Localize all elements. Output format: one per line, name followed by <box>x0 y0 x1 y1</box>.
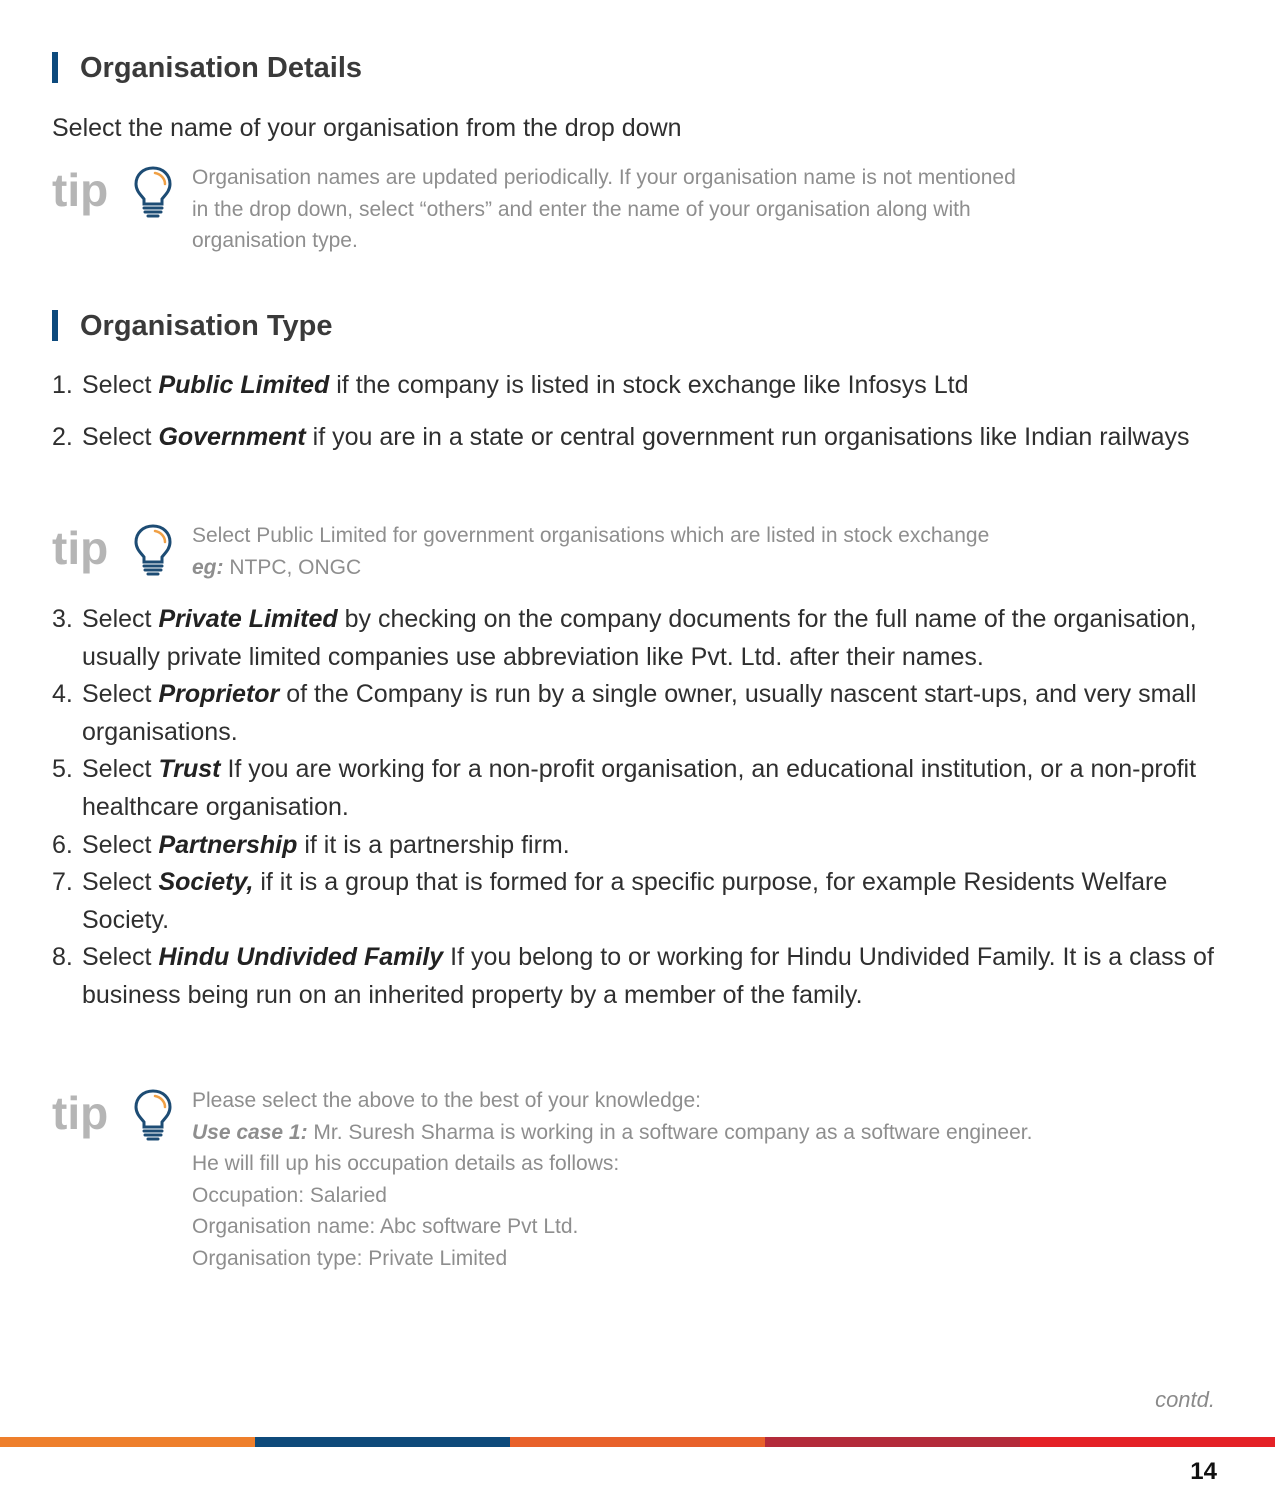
list-item-prefix: Select <box>82 830 159 859</box>
use-case-label: Use case 1: <box>192 1120 308 1144</box>
list-item-description: by checking on the company documents for the full name of the organisation, usually private limited companies use abbreviation like Pvt. Ltd. after their names. <box>82 605 1197 671</box>
list-item-term: Partnership <box>158 830 298 859</box>
list-item-description: if it is a group that is formed for a specific purpose, for example Residents Welfare Society. <box>82 868 1168 934</box>
tip-line: Organisation type: Private Limited <box>192 1246 508 1270</box>
list-item <box>52 939 1217 1014</box>
list-item-number: 3. <box>52 605 73 633</box>
list-item-description: If you belong to or working for Hindu Undivided Family. It is a class of business being run on an inherited property by a member of the family. <box>82 943 1214 1009</box>
heading-text: Organisation Details <box>80 52 363 84</box>
heading-text: Organisation Type <box>80 310 333 342</box>
list-item-term: Hindu Undivided Family <box>158 943 444 972</box>
section-heading-organisation-details <box>52 51 362 85</box>
tip-text <box>192 1085 1192 1274</box>
list-item-number: 2. <box>52 422 73 451</box>
list-item-prefix: Select <box>82 943 159 972</box>
list-item-term: Public Limited <box>158 371 330 399</box>
stripe-segment <box>1020 1437 1275 1447</box>
tip-line: He will fill up his occupation details as follows: <box>192 1152 620 1175</box>
list-item-prefix: Select <box>82 755 159 784</box>
list-item <box>52 367 1217 405</box>
list-item-description: if the company is listed in stock exchange like Infosys Ltd <box>329 371 969 399</box>
intro-text: Select the name of your organisation from the drop down <box>52 114 682 142</box>
list-item-term: Proprietor <box>158 680 280 709</box>
list-item-term: Society, <box>158 868 254 897</box>
tip-line <box>192 1117 1192 1149</box>
tip-line: Organisation names are updated periodically. If your organisation name is not mentioned <box>192 166 1016 189</box>
list-item-number: 8. <box>52 943 73 972</box>
list-item-term: Government <box>158 422 306 451</box>
stripe-segment <box>0 1437 255 1447</box>
section-heading-organisation-type <box>52 309 332 343</box>
tip-line: Select Public Limited for government organisations which are listed in stock exchange <box>192 524 990 547</box>
tip-line: Organisation name: Abc software Pvt Ltd. <box>192 1215 579 1238</box>
list-item-prefix: Select <box>82 868 159 897</box>
list-item <box>52 751 1217 826</box>
organisation-type-list-a <box>52 367 1217 455</box>
organisation-type-list-b <box>52 601 1217 1015</box>
footer-color-stripe <box>0 1437 1275 1447</box>
list-item-number: 5. <box>52 755 73 784</box>
tip-example-text: NTPC, ONGC <box>223 555 362 579</box>
list-item-term: Trust <box>158 755 221 784</box>
list-item-description: if you are in a state or central government run organisations like Indian railways <box>305 422 1190 451</box>
page-number: 14 <box>1190 1458 1217 1485</box>
tip-text <box>192 162 1192 257</box>
list-item <box>52 827 1217 865</box>
list-item-number: 7. <box>52 868 73 897</box>
tip-label: tip <box>52 164 109 216</box>
tip-line: organisation type. <box>192 229 358 252</box>
list-item-prefix: Select <box>82 422 159 451</box>
lightbulb-icon <box>132 165 174 219</box>
list-item-number: 1. <box>52 371 73 399</box>
list-item-number: 4. <box>52 680 73 709</box>
list-item-prefix: Select <box>82 680 159 709</box>
list-item <box>52 601 1217 676</box>
tip-line: Occupation: Salaried <box>192 1183 387 1207</box>
list-item-description: of the Company is run by a single owner, usually nascent start-ups, and very small organisations. <box>82 680 1197 746</box>
stripe-segment <box>765 1437 1020 1447</box>
tip-example-label: eg: <box>192 555 224 579</box>
stripe-segment <box>510 1437 765 1447</box>
list-item <box>52 864 1217 939</box>
tip-line <box>192 552 1192 584</box>
lightbulb-icon <box>132 523 174 577</box>
tip-line: Please select the above to the best of your knowledge: <box>192 1089 701 1112</box>
list-item-term: Private Limited <box>158 605 338 633</box>
list-item-number: 6. <box>52 830 73 859</box>
lightbulb-icon <box>132 1088 174 1142</box>
tip-text <box>192 520 1192 583</box>
use-case-text: Mr. Suresh Sharma is working in a software company as a software engineer. <box>307 1120 1033 1144</box>
stripe-segment <box>255 1437 510 1447</box>
list-item-description: if it is a partnership firm. <box>297 830 570 859</box>
list-item <box>52 676 1217 751</box>
heading-accent-bar <box>52 52 58 83</box>
tip-label: tip <box>52 522 109 574</box>
heading-accent-bar <box>52 310 58 341</box>
list-item <box>52 419 1217 455</box>
list-item-description: If you are working for a non-profit organisation, an educational institution, or a non-profit healthcare organisation. <box>82 755 1197 821</box>
continued-note: contd. <box>1155 1387 1215 1412</box>
list-item-prefix: Select <box>82 605 159 633</box>
tip-line: in the drop down, select “others” and enter the name of your organisation along with <box>192 197 971 221</box>
tip-label: tip <box>52 1087 109 1139</box>
list-item-prefix: Select <box>82 371 159 399</box>
